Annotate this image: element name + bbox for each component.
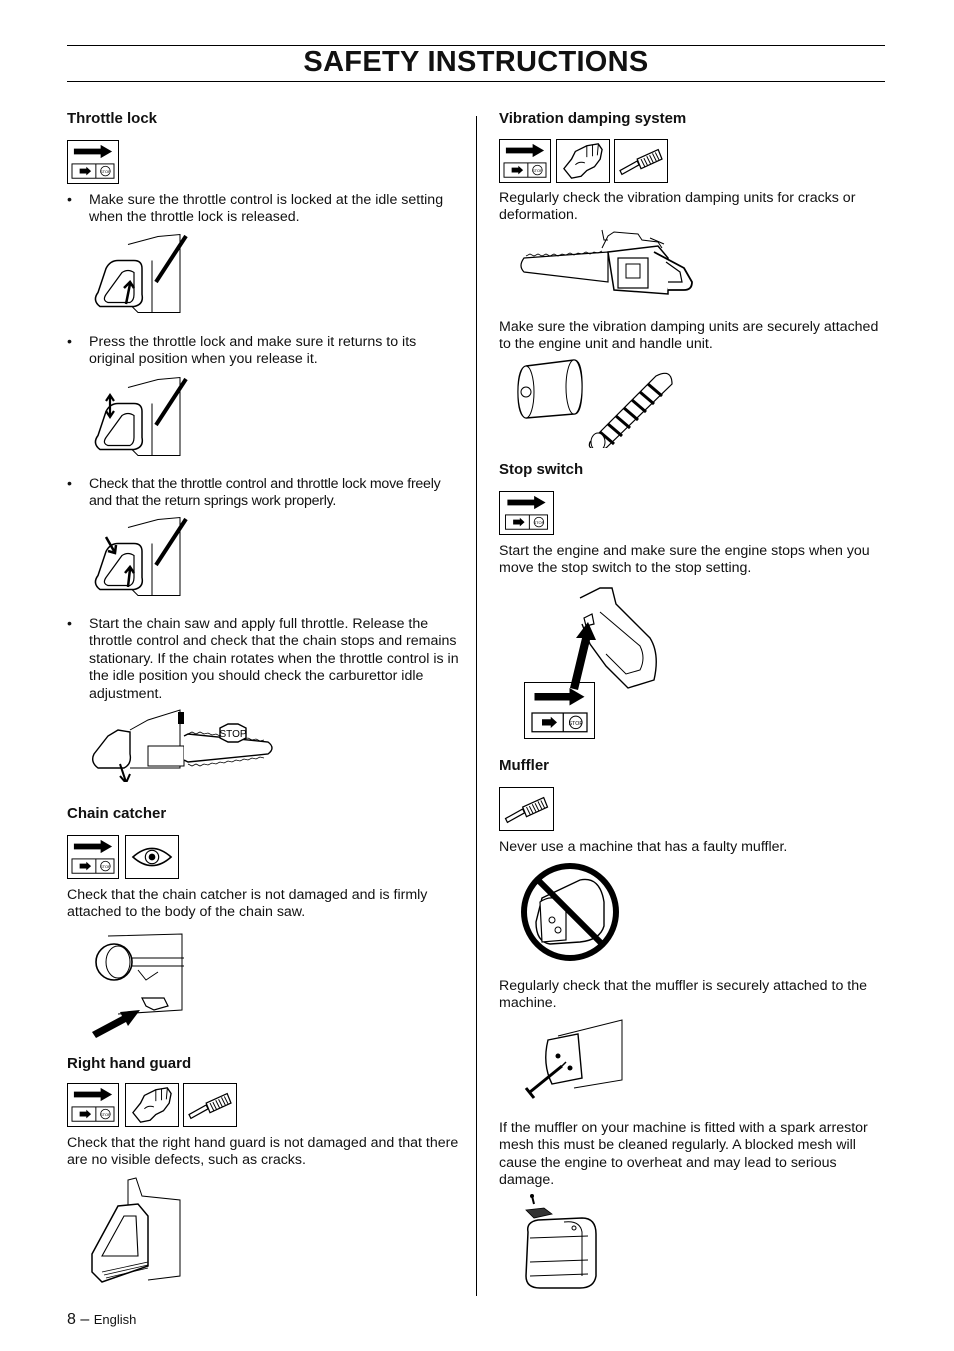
glove-icon: [125, 1083, 179, 1127]
vibration-text-2: Make sure the vibration damping units are securely attached to the engine unit and handle unit.: [499, 319, 879, 353]
muffler-text-3: If the muffler on your machine is fitted with a spark arrestor mesh this must be cleaned regularly. A blocked mesh will cause the engine to overheat and may lead to serious damage.: [499, 1120, 868, 1189]
eye-icon: [125, 835, 179, 879]
faulty-muffler-prohibited-illustration: [520, 862, 622, 962]
muffler-text-1: Never use a machine that has a faulty muffler.: [499, 839, 788, 855]
start-stop-icon: [67, 835, 119, 879]
chain-catcher-text: Check that the chain catcher is not damaged and is firmly attached to the body of the chain saw.: [67, 887, 428, 921]
start-stop-icon: [67, 140, 119, 184]
muffler-text-2: Regularly check that the muffler is securely attached to the machine.: [499, 978, 868, 1012]
start-stop-icon: [524, 682, 595, 739]
start-stop-icon: [67, 1083, 119, 1127]
page-title: SAFETY INSTRUCTIONS: [303, 46, 649, 78]
throttle-lock-heading: Throttle lock: [67, 110, 158, 127]
glove-icon: [556, 139, 610, 183]
stop-sign-label: STOP: [219, 729, 247, 740]
chain-stop-illustration: [88, 706, 278, 782]
throttle-lock-press-illustration: [88, 375, 188, 461]
right-hand-guard-illustration: [88, 1176, 184, 1286]
stop-switch-text: Start the engine and make sure the engine stops when you move the stop switch to the stop setting.: [499, 543, 870, 577]
stop-switch-illustration: [560, 584, 664, 690]
footer-language: English: [93, 1312, 137, 1327]
spark-arrestor-illustration: [518, 1192, 600, 1290]
vibration-text-1: Regularly check the vibration damping units for cracks or deformation.: [499, 190, 856, 224]
stop-switch-heading: Stop switch: [499, 461, 584, 478]
right-hand-guard-heading: Right hand guard: [67, 1055, 192, 1072]
chain-catcher-heading: Chain catcher: [67, 805, 167, 822]
brush-icon: [183, 1083, 237, 1127]
throttle-free-move-illustration: [88, 515, 188, 601]
brush-icon: [499, 787, 554, 831]
start-stop-icon: [499, 491, 554, 535]
chain-catcher-illustration: [88, 928, 198, 1040]
brush-icon: [614, 139, 668, 183]
throttle-idle-illustration: [88, 232, 188, 318]
page-number: 8: [67, 1311, 76, 1328]
vibration-chainsaw-illustration: [518, 228, 698, 300]
vibration-heading: Vibration damping system: [499, 110, 687, 127]
column-divider: [476, 116, 477, 1296]
page-footer: [67, 1311, 136, 1329]
muffler-heading: Muffler: [499, 757, 549, 774]
damping-units-illustration: [516, 356, 676, 448]
footer-dash: –: [80, 1311, 90, 1328]
right-hand-guard-text: Check that the right hand guard is not damaged and that there are no visible defects, such as cracks.: [67, 1135, 459, 1169]
muffler-attachment-illustration: [518, 1018, 626, 1104]
start-stop-icon: [499, 139, 551, 183]
